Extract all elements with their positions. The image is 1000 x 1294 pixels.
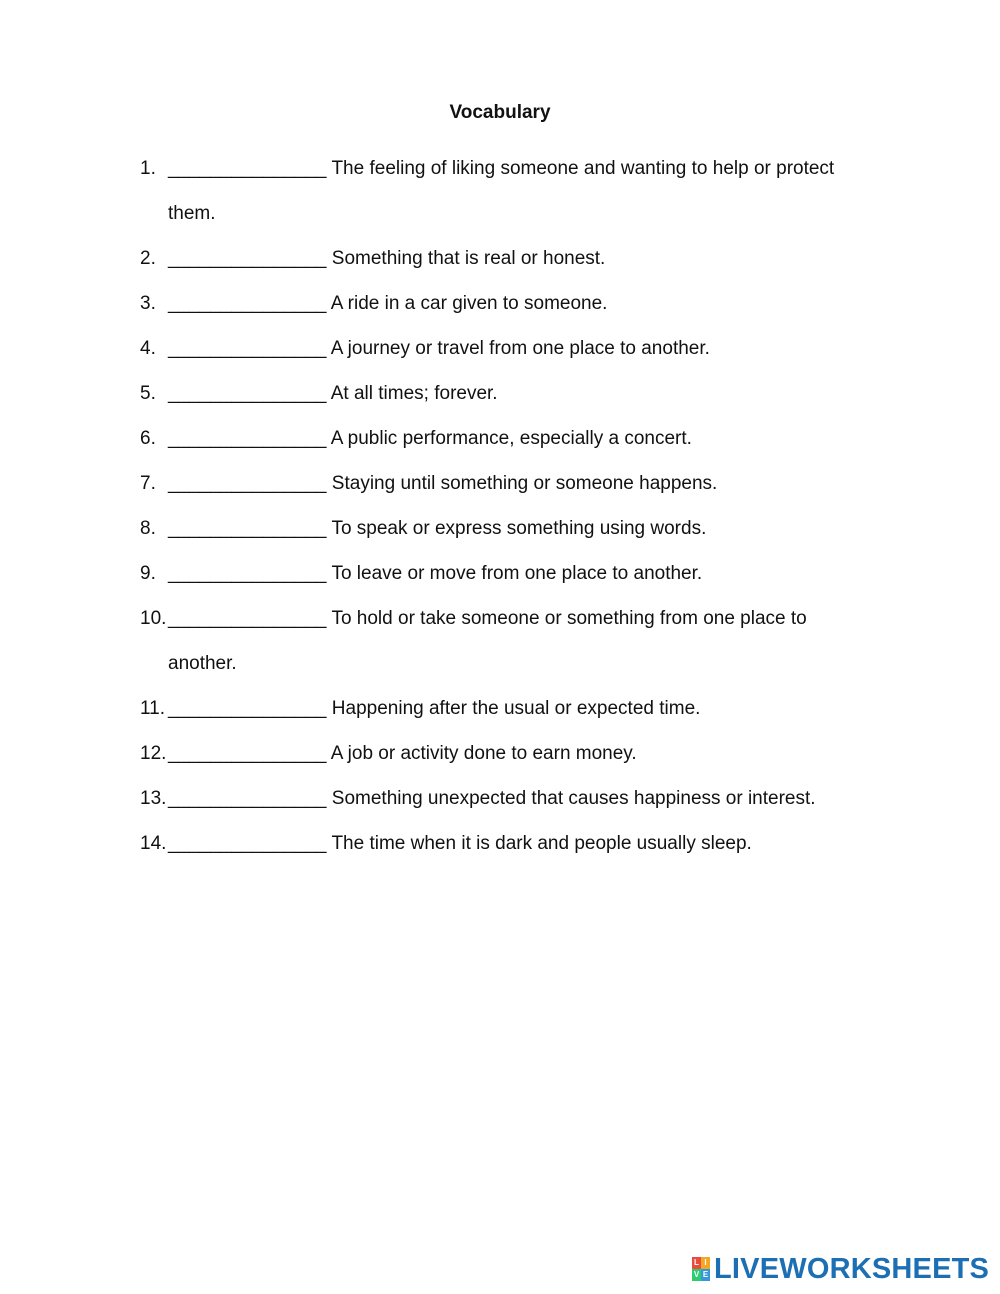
item-number: 8. xyxy=(140,518,156,539)
definition-text: Staying until something or someone happens. xyxy=(331,473,718,494)
definition-text: Something unexpected that causes happiness or interest. xyxy=(331,788,816,809)
definition-text: To speak or express something using words. xyxy=(331,518,707,539)
answer-blank[interactable]: _______________ xyxy=(168,563,327,584)
item-number: 11. xyxy=(140,698,166,719)
answer-blank[interactable]: _______________ xyxy=(168,248,327,269)
answer-blank[interactable]: _______________ xyxy=(168,518,327,539)
definition-text: To hold or take someone or something from one place to another. xyxy=(168,608,807,674)
list-item xyxy=(140,461,880,506)
logo-text: LIVEWORKSHEETS xyxy=(714,1252,990,1285)
logo-icon xyxy=(692,1257,710,1281)
list-item xyxy=(140,326,880,371)
logo-icon-letter: E xyxy=(702,1270,709,1279)
page-title: Vocabulary xyxy=(449,102,551,123)
liveworksheets-logo xyxy=(692,1254,989,1284)
item-number: 1. xyxy=(140,158,156,179)
definition-text: The time when it is dark and people usually sleep. xyxy=(331,833,752,854)
list-item xyxy=(140,371,880,416)
answer-blank[interactable]: _______________ xyxy=(168,788,327,809)
item-number: 13. xyxy=(140,788,167,809)
answer-blank[interactable]: _______________ xyxy=(168,158,327,179)
item-number: 4. xyxy=(140,338,156,359)
definition-text: Something that is real or honest. xyxy=(331,248,606,269)
answer-blank[interactable]: _______________ xyxy=(168,383,327,404)
answer-blank[interactable]: _______________ xyxy=(168,608,327,629)
definition-text: A job or activity done to earn money. xyxy=(330,743,637,764)
answer-blank[interactable]: _______________ xyxy=(168,428,327,449)
list-item xyxy=(140,686,880,731)
definition-text: Happening after the usual or expected time. xyxy=(331,698,701,719)
logo-icon-letter: L xyxy=(692,1257,701,1269)
list-item xyxy=(140,596,880,686)
answer-blank[interactable]: _______________ xyxy=(168,743,327,764)
item-number: 14. xyxy=(140,833,167,854)
definition-text: The feeling of liking someone and wanting to help or protect them. xyxy=(168,158,835,224)
vocabulary-list xyxy=(140,146,880,866)
definition-text: At all times; forever. xyxy=(330,383,498,404)
answer-blank[interactable]: _______________ xyxy=(168,833,327,854)
list-item xyxy=(140,551,880,596)
item-number: 9. xyxy=(140,563,156,584)
answer-blank[interactable]: _______________ xyxy=(168,338,327,359)
answer-blank[interactable]: _______________ xyxy=(168,293,327,314)
item-number: 3. xyxy=(140,293,156,314)
definition-text: A public performance, especially a concert. xyxy=(330,428,692,449)
list-item xyxy=(140,506,880,551)
item-number: 5. xyxy=(140,383,156,404)
item-number: 2. xyxy=(140,248,156,269)
logo-icon-letter: V xyxy=(693,1270,700,1279)
definition-text: A journey or travel from one place to another. xyxy=(330,338,710,359)
item-number: 7. xyxy=(140,473,156,494)
answer-blank[interactable]: _______________ xyxy=(168,473,327,494)
item-number: 10. xyxy=(140,608,167,629)
item-number: 6. xyxy=(140,428,156,449)
definition-text: A ride in a car given to someone. xyxy=(330,293,608,314)
logo-icon-letter: I xyxy=(701,1257,710,1269)
list-item xyxy=(140,731,880,776)
list-item xyxy=(140,236,880,281)
list-item xyxy=(140,821,880,866)
list-item xyxy=(140,146,880,236)
item-number: 12. xyxy=(140,743,167,764)
answer-blank[interactable]: _______________ xyxy=(168,698,327,719)
list-item xyxy=(140,776,880,821)
list-item xyxy=(140,416,880,461)
list-item xyxy=(140,281,880,326)
definition-text: To leave or move from one place to another. xyxy=(331,563,703,584)
